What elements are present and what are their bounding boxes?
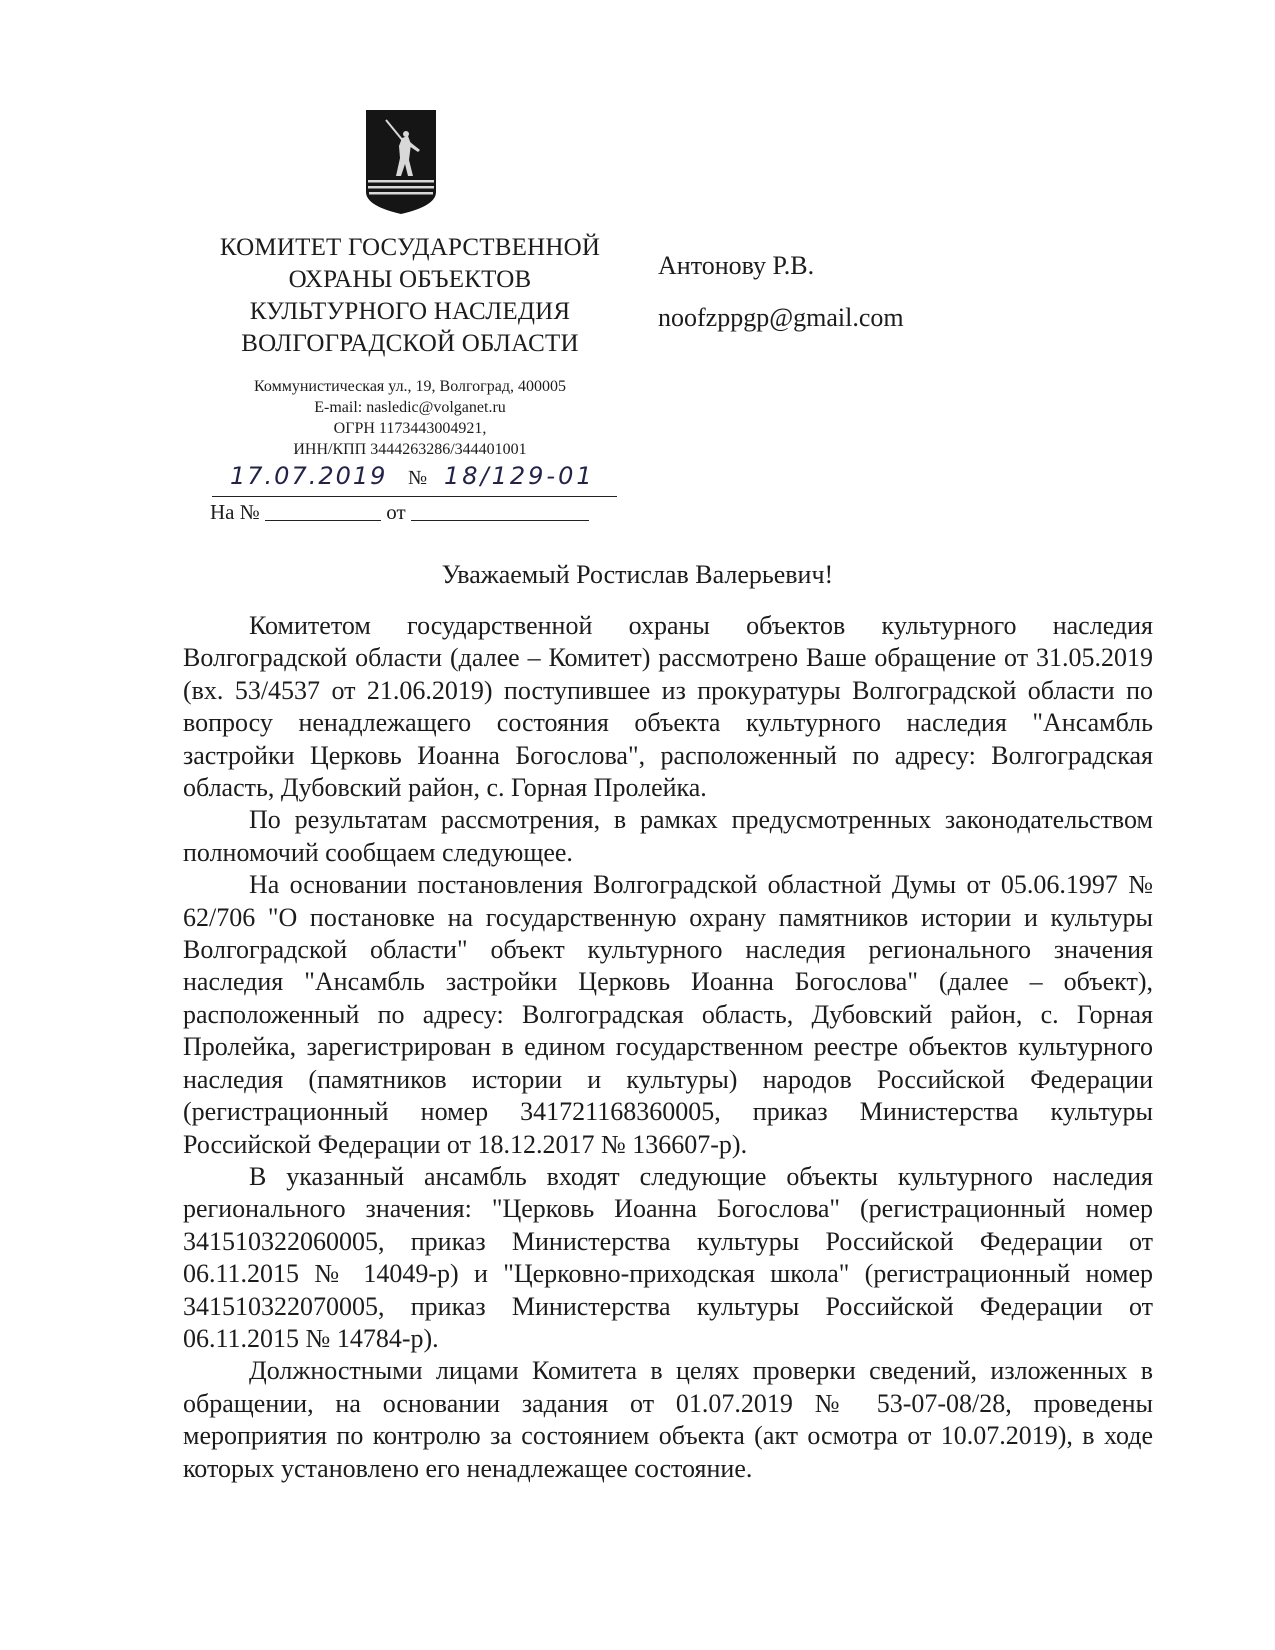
body-paragraph: Комитетом государственной охраны объектов культурного наследия Волгоградской области (далее – Комитет) рассмотрено Ваше обращение от 31.05.2019 (вх. 53/4537 от 21.06.2019) поступившее из прокуратуры Волгоградской области по вопросу ненадлежащего состояния объекта культурного наследия "Ансамбль застройки Церковь Иоанна Богослова", расположенный по адресу: Волгоградская область, Дубовский район, с. Горная Пролейка. — [183, 611, 1153, 803]
body-paragraph: На основании постановления Волгоградской областной Думы от 05.06.1997 № 62/706 "О постановке на государственную охрану памятников истории и культуры Волгоградской области" объект культурного наследия регионального значения наследия "Ансамбль застройки Церковь Иоанна Богослова" (далее – объект), расположенный по адресу: Волгоградская область, Дубовский район, с. Горная Пролейка, зарегистрирован в едином государственном реестре объектов культурного наследия (памятников истории и культуры) народов Российской Федерации (регистрационный номер 341721168360005, приказ Министерства культуры Российской Федерации от 18.12.2017 № 136607-р). — [183, 870, 1153, 1159]
org-title-line: КОМИТЕТ ГОСУДАРСТВЕННОЙ — [219, 234, 601, 261]
registration-number: 18/129-01 — [444, 462, 595, 490]
reference-line — [210, 500, 589, 525]
organization-details — [200, 376, 620, 460]
coat-of-arms-icon — [364, 108, 438, 216]
registration-line — [212, 462, 617, 498]
registration-underline — [212, 496, 617, 497]
reference-number-blank — [265, 502, 381, 521]
reference-number-label: На № — [210, 500, 260, 524]
recipient-email: noofzppgp@gmail.com — [658, 303, 904, 332]
letter-body — [183, 610, 1153, 1485]
organization-title — [200, 232, 620, 360]
org-ogrn: ОГРН 1173443004921, — [333, 420, 487, 437]
registration-date: 17.07.2019 — [230, 462, 388, 490]
reference-date-blank — [411, 502, 589, 521]
org-email: E-mail: nasledic@volganet.ru — [314, 399, 506, 416]
org-title-line: КУЛЬТУРНОГО НАСЛЕДИЯ — [249, 298, 571, 325]
org-title-line: ОХРАНЫ ОБЪЕКТОВ — [288, 266, 532, 293]
org-title-line: ВОЛГОГРАДСКОЙ ОБЛАСТИ — [241, 330, 579, 357]
recipient-block — [658, 240, 904, 344]
body-paragraph: По результатам рассмотрения, в рамках предусмотренных законодательством полномочий сообщаем следующее. — [183, 805, 1153, 867]
registration-number-label: № — [408, 467, 428, 489]
body-paragraph: Должностными лицами Комитета в целях проверки сведений, изложенных в обращении, на основании задания от 01.07.2019 № 53-07-08/28, проведены мероприятия по контролю за состоянием объекта (акт осмотра от 10.07.2019), в ходе которых установлено его ненадлежащее состояние. — [183, 1356, 1153, 1483]
body-paragraph: В указанный ансамбль входят следующие объекты культурного наследия регионального значения: "Церковь Иоанна Богослова" (регистрационный номер 341510322060005, приказ Министерства культуры Российской Федерации от 06.11.2015 № 14049-р) и "Церковно-приходская школа" (регистрационный номер 341510322070005, приказ Министерства культуры Российской Федерации от 06.11.2015 № 14784-р). — [183, 1161, 1153, 1353]
recipient-name: Антонову Р.В. — [658, 251, 815, 280]
greeting: Уважаемый Ростислав Валерьевич! — [441, 560, 834, 589]
org-inn-kpp: ИНН/КПП 3444263286/344401001 — [293, 441, 527, 458]
org-address: Коммунистическая ул., 19, Волгоград, 400005 — [254, 378, 566, 395]
reference-from-label: от — [386, 500, 406, 524]
